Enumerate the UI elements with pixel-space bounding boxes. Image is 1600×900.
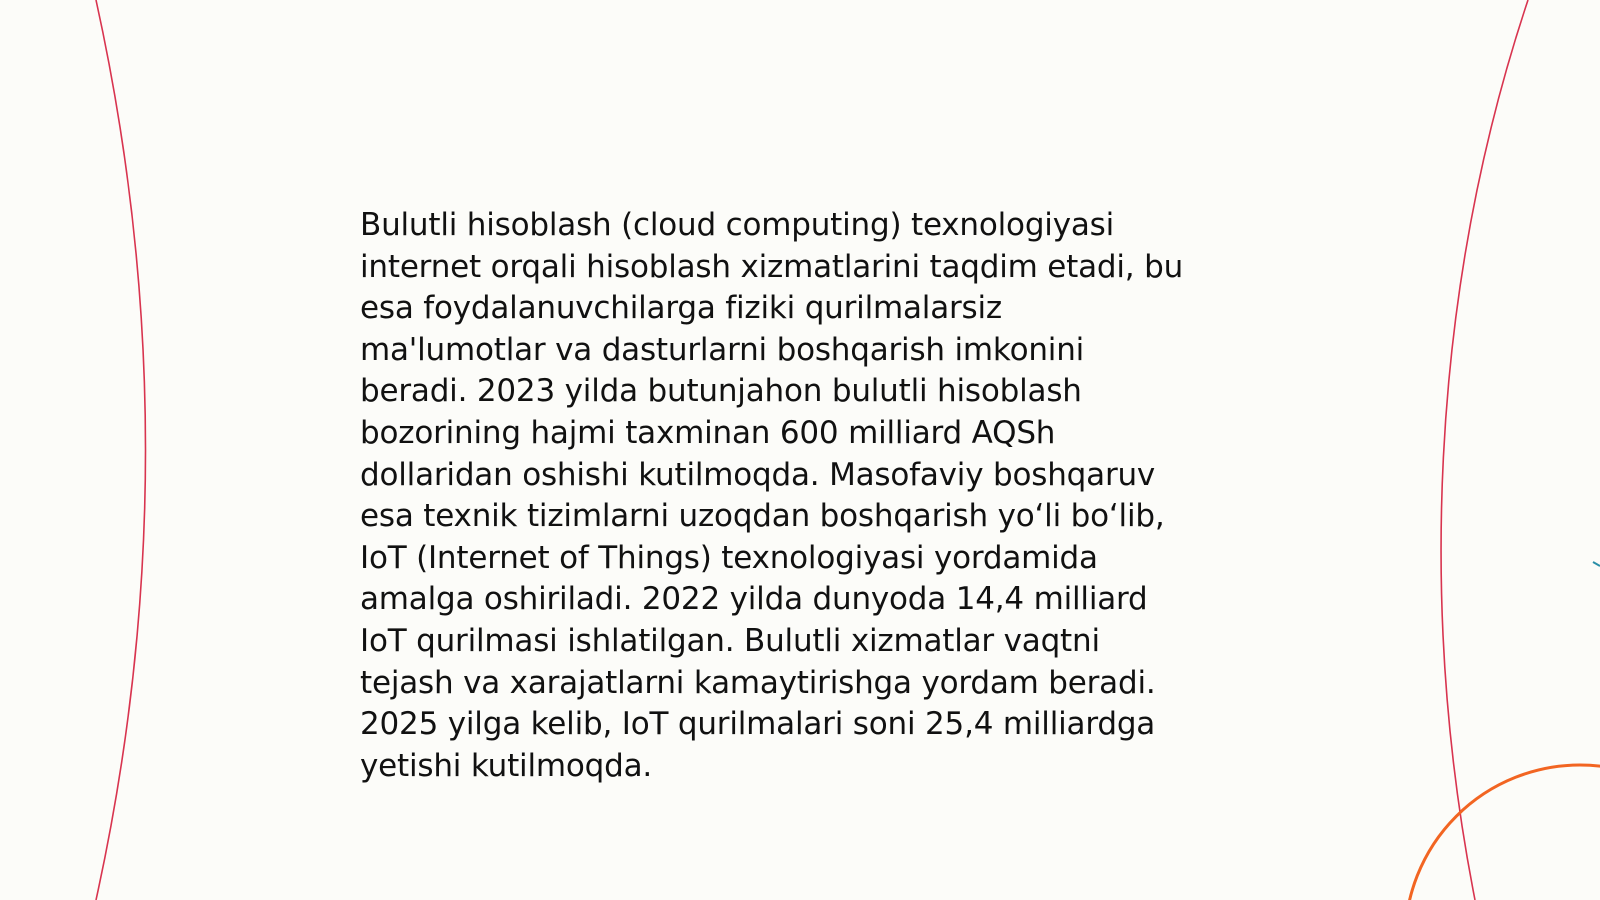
left-curve-line	[96, 0, 146, 900]
right-curve-line	[1441, 0, 1528, 900]
body-paragraph: Bulutli hisoblash (cloud computing) texnologiyasi internet orqali hisoblash xizmatlarini taqdim etadi, bu esa foydalanuvchilarga fiziki qurilmalarsiz ma'lumotlar va dasturlarni boshqarish imkonini beradi. 2023 yilda butunjahon bulutli hisoblash bozorining hajmi taxminan 600 milliard AQSh dollaridan oshishi kutilmoqda. Masofaviy boshqaruv esa texnik tizimlarni uzoqdan boshqarish yo‘li bo‘lib, IoT (Internet of Things) texnologiyasi yordamida amalga oshiriladi. 2022 yilda dunyoda 14,4 milliard IoT qurilmasi ishlatilgan. Bulutli xizmatlar vaqtni tejash va xarajatlarni kamaytirishga yordam beradi. 2025 yilga kelib, IoT qurilmalari soni 25,4 milliardga yetishi kutilmoqda.	[360, 207, 1184, 784]
orange-circle-outline	[1405, 765, 1600, 900]
small-teal-mark	[1593, 562, 1600, 566]
